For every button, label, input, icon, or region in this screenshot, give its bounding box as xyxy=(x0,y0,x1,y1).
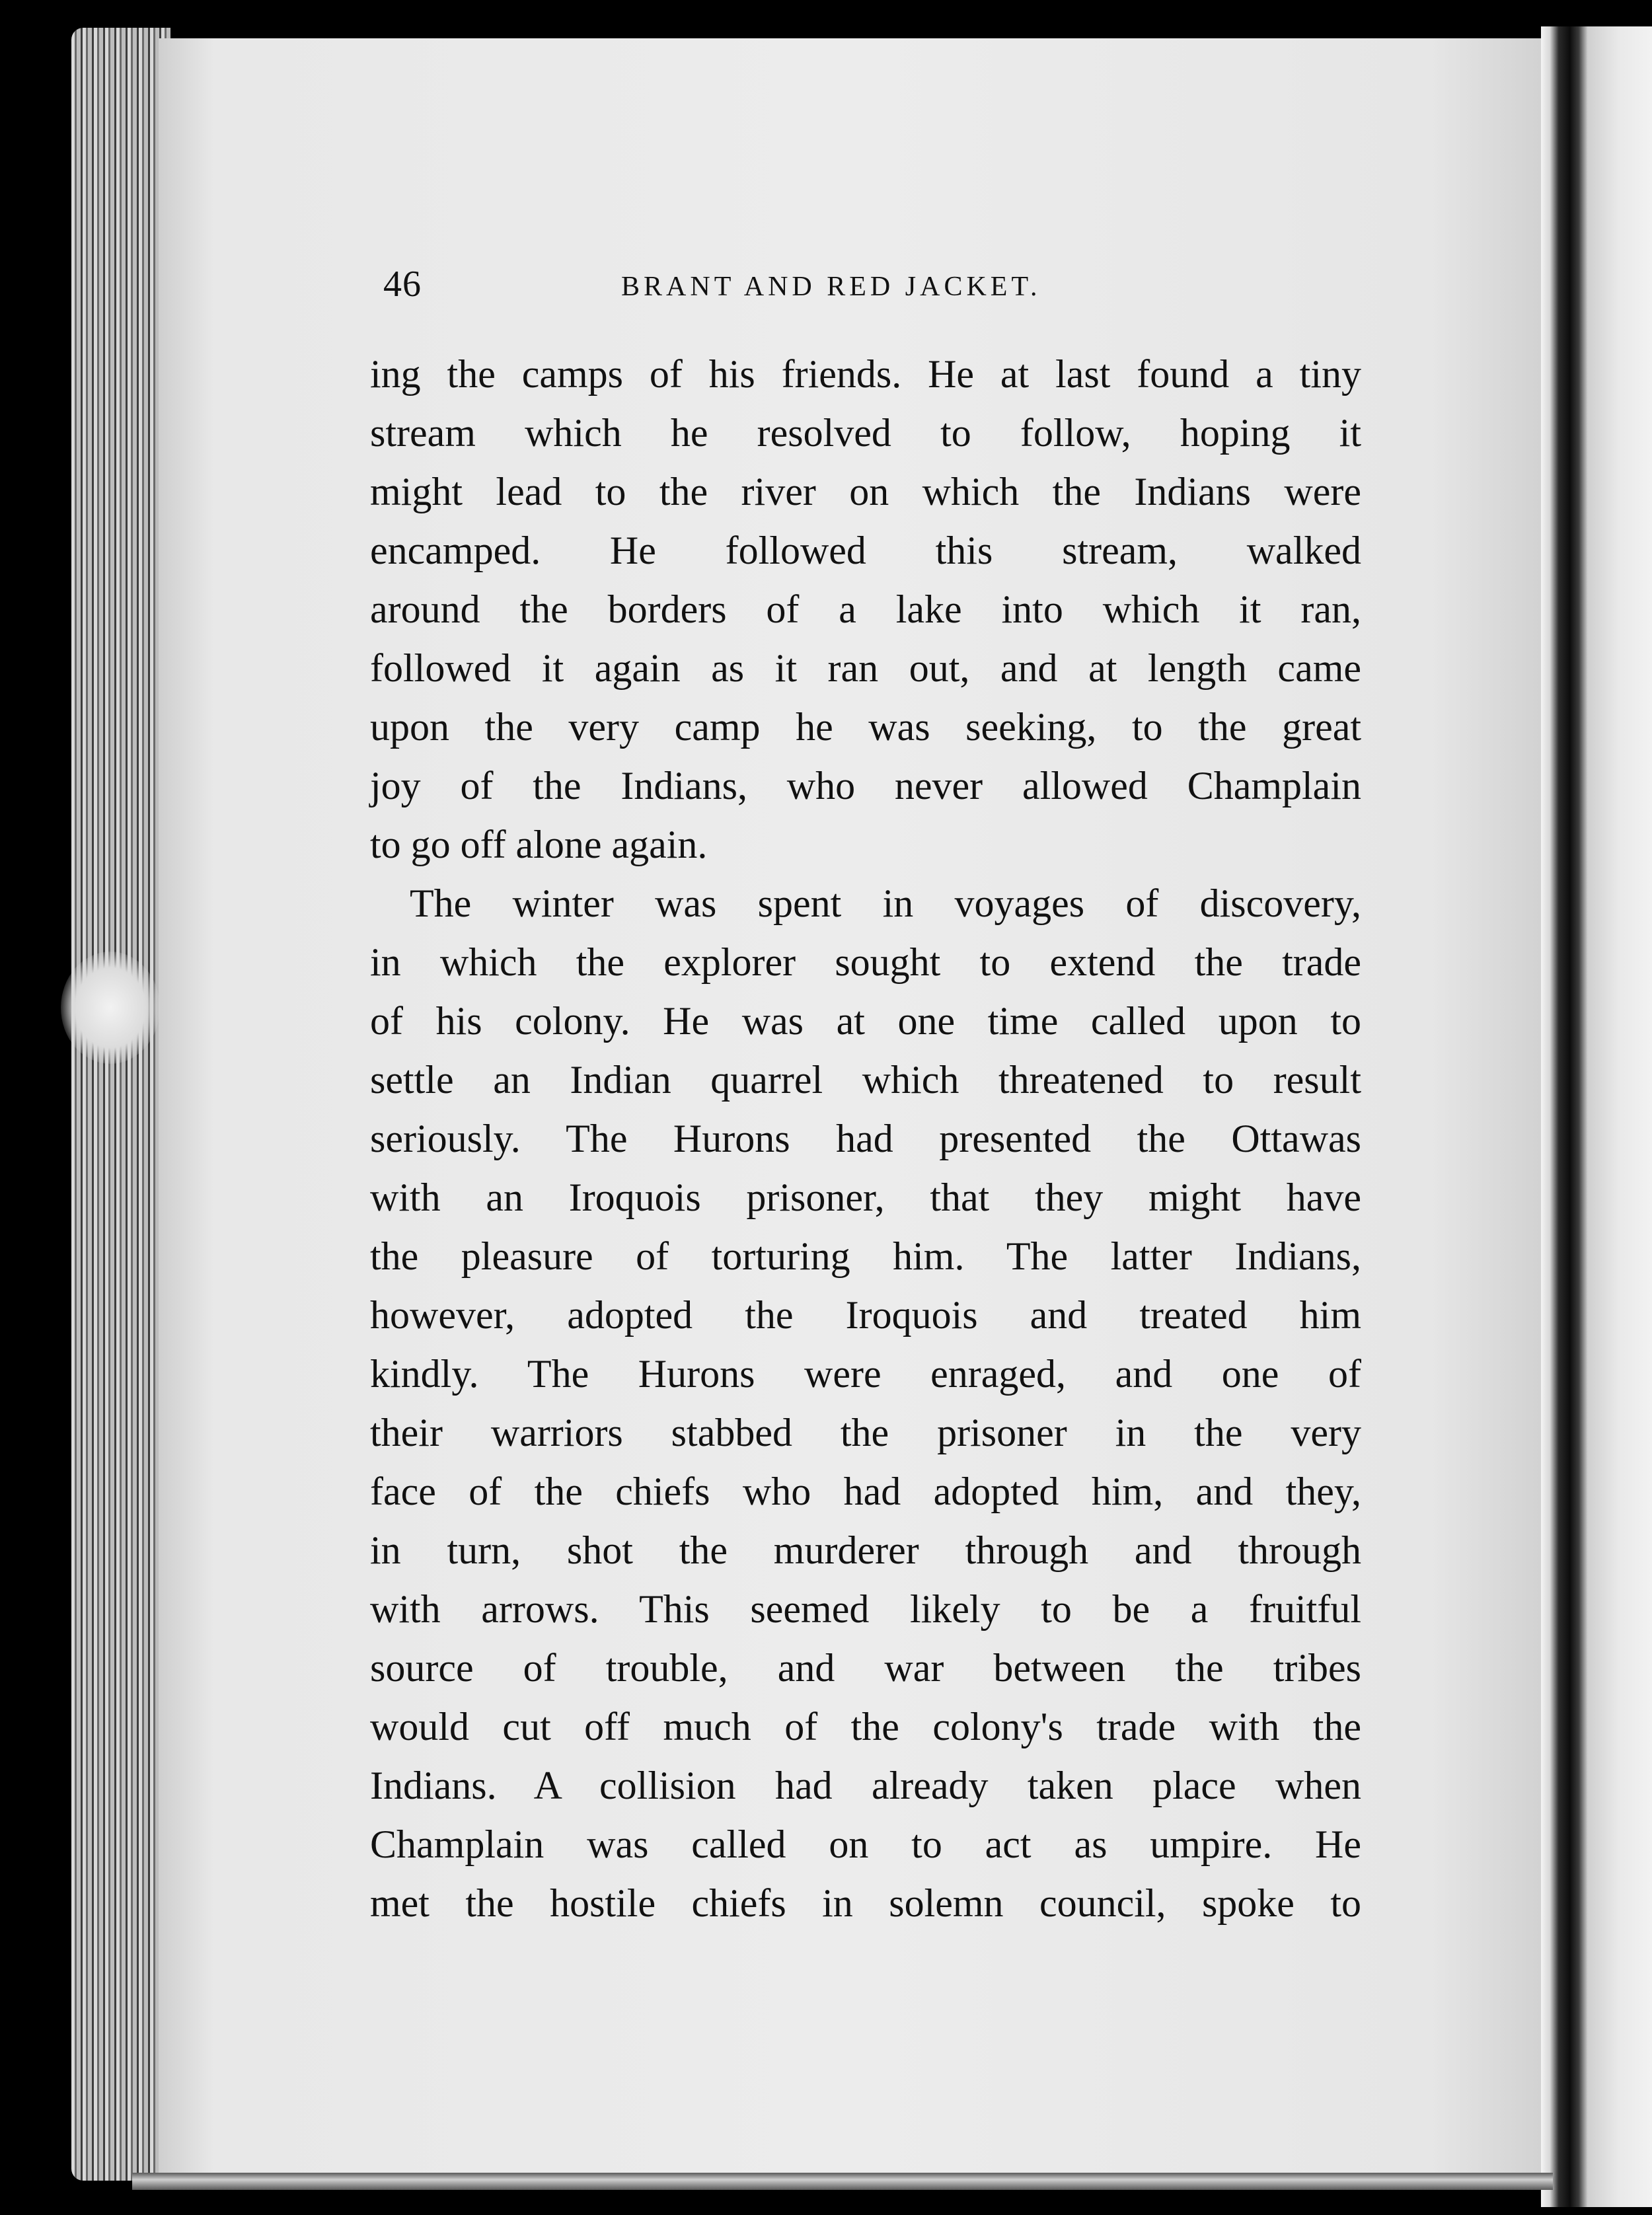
text-line: encamped. He followed this stream, walked xyxy=(370,529,1361,572)
text-line: with an Iroquois prisoner, that they might have xyxy=(370,1176,1361,1219)
page-edges xyxy=(71,28,170,2181)
text-line: their warriors stabbed the prisoner in the very xyxy=(370,1411,1361,1454)
text-line: ing the camps of his friends. He at last found a tiny xyxy=(370,352,1361,396)
text-line: source of trouble, and war between the tribes xyxy=(370,1646,1361,1690)
text-line: seriously. The Hurons had presented the Ottawas xyxy=(370,1117,1361,1160)
text-line: around the borders of a lake into which it ran, xyxy=(370,587,1361,631)
text-line: would cut off much of the colony's trade with the xyxy=(370,1705,1361,1748)
page-number: 46 xyxy=(383,264,422,305)
paper-smudge xyxy=(61,952,160,1064)
text-line: in which the explorer sought to extend the trade xyxy=(370,940,1361,984)
text-line: upon the very camp he was seeking, to the great xyxy=(370,705,1361,749)
text-line: joy of the Indians, who never allowed Champlain xyxy=(370,764,1361,807)
body-text xyxy=(370,345,1361,1933)
text-line: met the hostile chiefs in solemn council, spoke to xyxy=(370,1881,1361,1925)
text-line: kindly. The Hurons were enraged, and one of xyxy=(370,1352,1361,1396)
book-gutter xyxy=(1541,26,1652,2207)
text-line: might lead to the river on which the Indians were xyxy=(370,470,1361,513)
text-line: however, adopted the Iroquois and treated him xyxy=(370,1293,1361,1337)
text-line: stream which he resolved to follow, hoping it xyxy=(370,411,1361,455)
text-line: settle an Indian quarrel which threatened to result xyxy=(370,1058,1361,1102)
text-line: of his colony. He was at one time called upon to xyxy=(370,999,1361,1043)
text-line: face of the chiefs who had adopted him, and they, xyxy=(370,1470,1361,1513)
text-line: with arrows. This seemed likely to be a fruitful xyxy=(370,1587,1361,1631)
top-shadow xyxy=(344,0,1401,40)
text-line: followed it again as it ran out, and at length came xyxy=(370,646,1361,690)
bottom-edge xyxy=(132,2173,1553,2190)
text-line: in turn, shot the murderer through and through xyxy=(370,1528,1361,1572)
text-line: Champlain was called on to act as umpire. He xyxy=(370,1822,1361,1866)
page-header xyxy=(383,263,1163,309)
text-line: The winter was spent in voyages of discovery, xyxy=(410,882,1361,925)
running-head: BRANT AND RED JACKET. xyxy=(621,272,1041,302)
text-line: Indians. A collision had already taken place when xyxy=(370,1764,1361,1807)
text-line: the pleasure of torturing him. The latter Indians, xyxy=(370,1234,1361,1278)
text-line: to go off alone again. xyxy=(370,823,708,866)
